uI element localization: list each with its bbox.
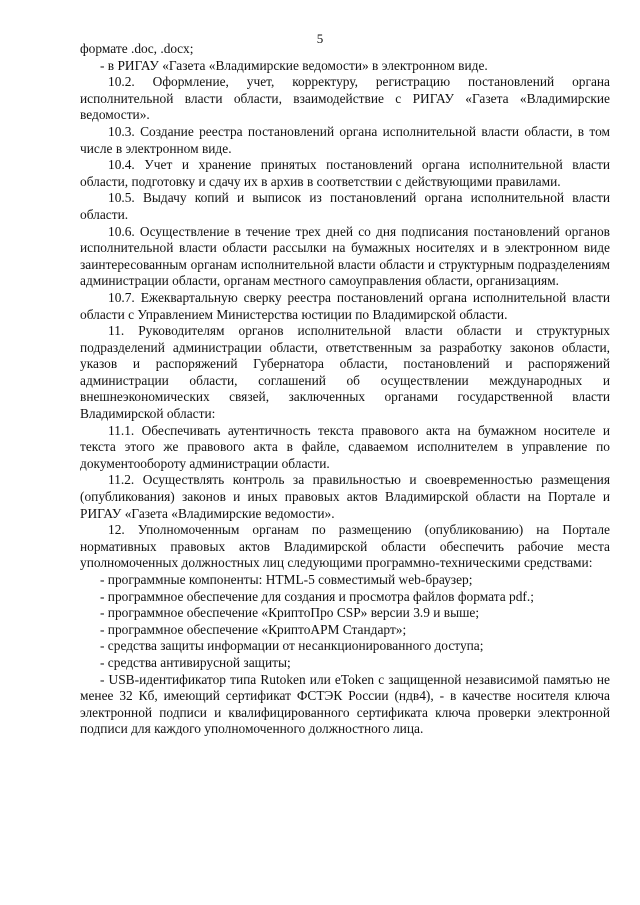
paragraph-11-2: 11.2. Осуществлять контроль за правильностью и своевременностью размещения (опубликования) законов и иных правовых актов Владимирской области на Портале и РИГАУ «Газета «Владимирские ведомости». [80, 472, 610, 521]
paragraph-rigau-electronic: - в РИГАУ «Газета «Владимирские ведомости» в электронном виде. [100, 57, 488, 73]
page-number: 5 [316, 31, 324, 46]
paragraph-10-5: 10.5. Выдачу копий и выписок из постановлений органа исполнительной власти области. [80, 190, 610, 222]
paragraph-12: 12. Уполномоченным органам по размещению (опубликованию) на Портале нормативных правовых актов Владимирской области обеспечить рабочие места уполномоченных должностных лиц следующими программно-техническими средствами: [80, 522, 610, 571]
document-body [80, 41, 610, 738]
list-item-cryptoarm: - программное обеспечение «КриптоАРМ Стандарт»; [100, 621, 407, 637]
paragraph-10-6: 10.6. Осуществление в течение трех дней со дня подписания постановлений органов исполнительной власти области рассылки на бумажных носителях и в электронном виде заинтересованным органам исполнительной власти области и структурным подразделениям администрации области, органам местного самоуправления области, организациям. [80, 223, 610, 289]
paragraph-10-2: 10.2. Оформление, учет, корректуру, регистрацию постановлений органа исполнительной власти области, взаимодействие с РИГАУ «Газета «Владимирские ведомости». [80, 74, 610, 123]
paragraph-10-3: 10.3. Создание реестра постановлений органа исполнительной власти области, в том числе в электронном виде. [80, 123, 610, 156]
list-item-access-protection: - средства защиты информации от несанкционированного доступа; [100, 638, 484, 654]
paragraph-10-7: 10.7. Ежеквартальную сверку реестра постановлений органа исполнительной власти области с Управлением Министерства юстиции по Владимирской области. [80, 289, 610, 322]
list-item-usb-token: - USB-идентификатор типа Rutoken или eToken с защищенной независимой памятью не менее 32 Кб, имеющий сертификат ФСТЭК России (ндв4), - в качестве носителя ключа электронной подписи и квалифицированного сертификата ключа проверки электронной подписи для каждого уполномоченного должностного лица. [80, 671, 610, 737]
list-item-web-browser: - программные компоненты: HTML-5 совместимый web-браузер; [100, 572, 473, 587]
paragraph-11: 11. Руководителям органов исполнительной власти области и структурных подразделений администрации области, ответственным за разработку законов области, указов и распоряжений Губернатора области, постановлений и распоряжений администрации области, соглашений об осуществлении международных и внешнеэкономических связей, заключенных органами государственной власти Владимирской области: [80, 323, 610, 422]
list-item-antivirus: - средства антивирусной защиты; [100, 654, 291, 670]
paragraph-10-4: 10.4. Учет и хранение принятых постановлений органа исполнительной власти области, подготовку и сдачу их в архив в соответствии с действующими правилами. [80, 157, 610, 189]
paragraph-11-1: 11.1. Обеспечивать аутентичность текста правового акта на бумажном носителе и текста этого же правового акта в файле, сдаваемом исполнителем в управление по документообороту администрации области. [80, 422, 610, 471]
list-item-cryptopro: - программное обеспечение «КриптоПро CSP» версии 3.9 и выше; [100, 605, 480, 621]
list-item-pdf-software: - программное обеспечение для создания и просмотра файлов формата pdf.; [100, 588, 534, 604]
paragraph-format-continuation: формате .doc, .docx; [80, 41, 194, 56]
